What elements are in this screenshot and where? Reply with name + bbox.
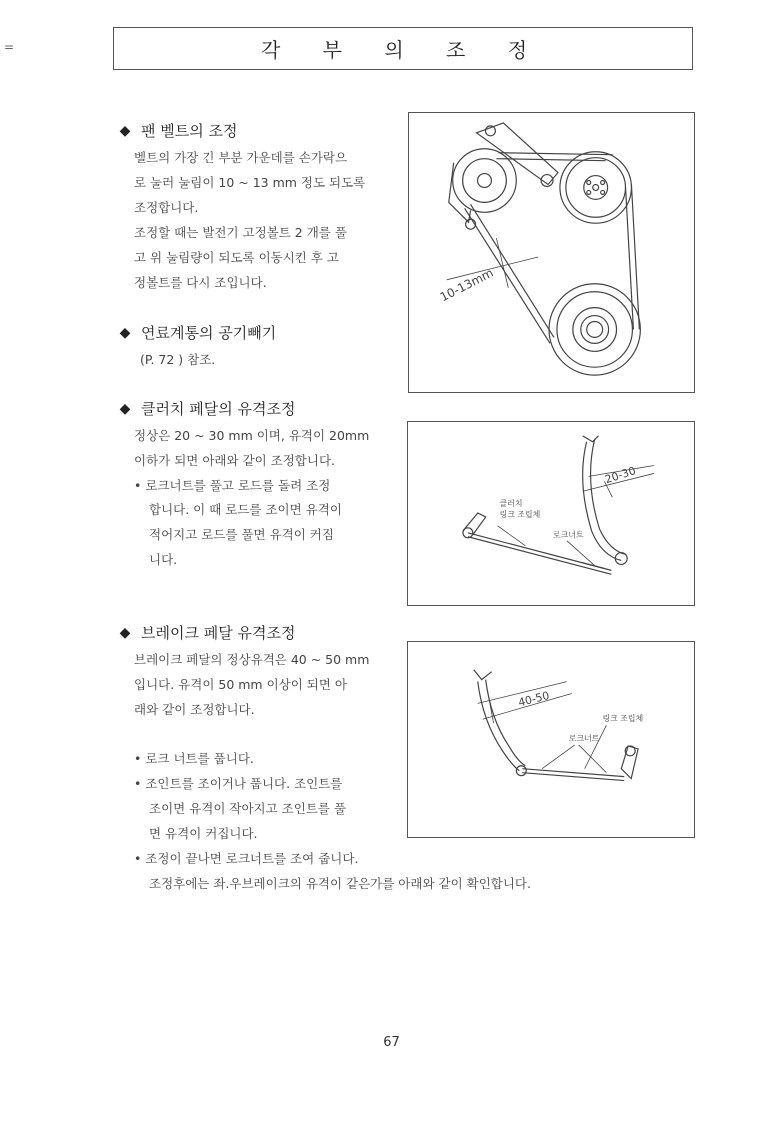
brake-bullet: • 조정이 끝나면 로크너트를 조여 줍니다.	[134, 849, 358, 867]
fan-belt-figure	[408, 112, 695, 393]
brake-dimension-label: 40-50	[516, 688, 551, 710]
fan-belt-line: 정볼트를 다시 조입니다.	[134, 275, 267, 290]
brake-final-line: 조정후에는 좌.우브레이크의 유격이 같은가를 아래와 같이 확인합니다.	[149, 876, 531, 891]
diamond-bullet-icon: ◆	[119, 624, 131, 641]
clutch-line: 정상은 20 ~ 30 mm 이며, 유격이 20mm	[134, 428, 370, 443]
fuel-heading-text: 연료계통의 공기빼기	[141, 324, 277, 342]
fan-belt-line: 조정할 때는 발전기 고정볼트 2 개를 풀	[134, 225, 347, 240]
diamond-bullet-icon: ◆	[119, 122, 131, 139]
brake-locknut-label: 로크너트	[568, 733, 600, 743]
diamond-bullet-icon: ◆	[119, 400, 131, 417]
fan-belt-heading-text: 팬 벨트의 조정	[141, 122, 238, 140]
clutch-heading-text: 클러치 페달의 유격조정	[141, 400, 296, 418]
fan-belt-line: 로 눌러 눌림이 10 ~ 13 mm 정도 되도록	[134, 175, 366, 190]
brake-line: 래와 같이 조정합니다.	[134, 702, 255, 717]
brake-heading-text: 브레이크 페달 유격조정	[141, 624, 296, 642]
clutch-figure	[407, 421, 695, 606]
clutch-link-label-1: 클러치	[499, 499, 523, 509]
clutch-line: 이하가 되면 아래와 같이 조정합니다.	[134, 453, 335, 468]
brake-link-label: 링크 조립체	[602, 714, 644, 724]
clutch-bullet: • 로크너트를 풀고 로드를 돌려 조정	[134, 476, 330, 494]
brake-figure	[407, 641, 695, 838]
fan-belt-line: 고 위 눌림량이 되도록 이동시킨 후 고	[134, 250, 339, 265]
brake-bullet-cont: 조이면 유격이 작아지고 조인트를 풀	[149, 801, 347, 816]
clutch-heading	[119, 398, 295, 419]
brake-line: 입니다. 유격이 50 mm 이상이 되면 아	[134, 677, 347, 692]
fan-belt-dimension-label: 10-13mm	[437, 265, 496, 305]
fan-belt-line: 조정합니다.	[134, 200, 199, 215]
page-number: 67	[383, 1035, 400, 1050]
margin-mark: =	[4, 40, 15, 54]
clutch-bullet-cont: 니다.	[149, 552, 178, 567]
brake-line: 브레이크 페달의 정상유격은 40 ~ 50 mm	[134, 652, 370, 667]
brake-bullet: • 조인트를 조이거나 풉니다. 조인트를	[134, 774, 342, 792]
clutch-bullet-cont: 합니다. 이 때 로드를 조이면 유격이	[149, 502, 342, 517]
fuel-ref: (P. 72 ) 참조.	[140, 352, 216, 367]
clutch-link-label-2: 링크 조립체	[499, 509, 541, 519]
diamond-bullet-icon: ◆	[119, 324, 131, 341]
clutch-locknut-label: 로크너트	[552, 530, 584, 540]
brake-bullet: • 로크 너트를 풉니다.	[134, 749, 254, 767]
clutch-bullet-cont: 적어지고 로드를 풀면 유격이 커짐	[149, 527, 334, 542]
brake-heading	[119, 622, 295, 643]
brake-bullet-cont: 면 유격이 커집니다.	[149, 826, 258, 841]
fuel-heading	[119, 322, 276, 343]
clutch-dimension-label: 20-30	[603, 464, 638, 487]
fan-belt-heading	[119, 120, 237, 141]
page-title: 각 부 의 조 정	[113, 27, 693, 70]
fan-belt-line: 벨트의 가장 긴 부분 가운데를 손가락으	[134, 150, 348, 165]
